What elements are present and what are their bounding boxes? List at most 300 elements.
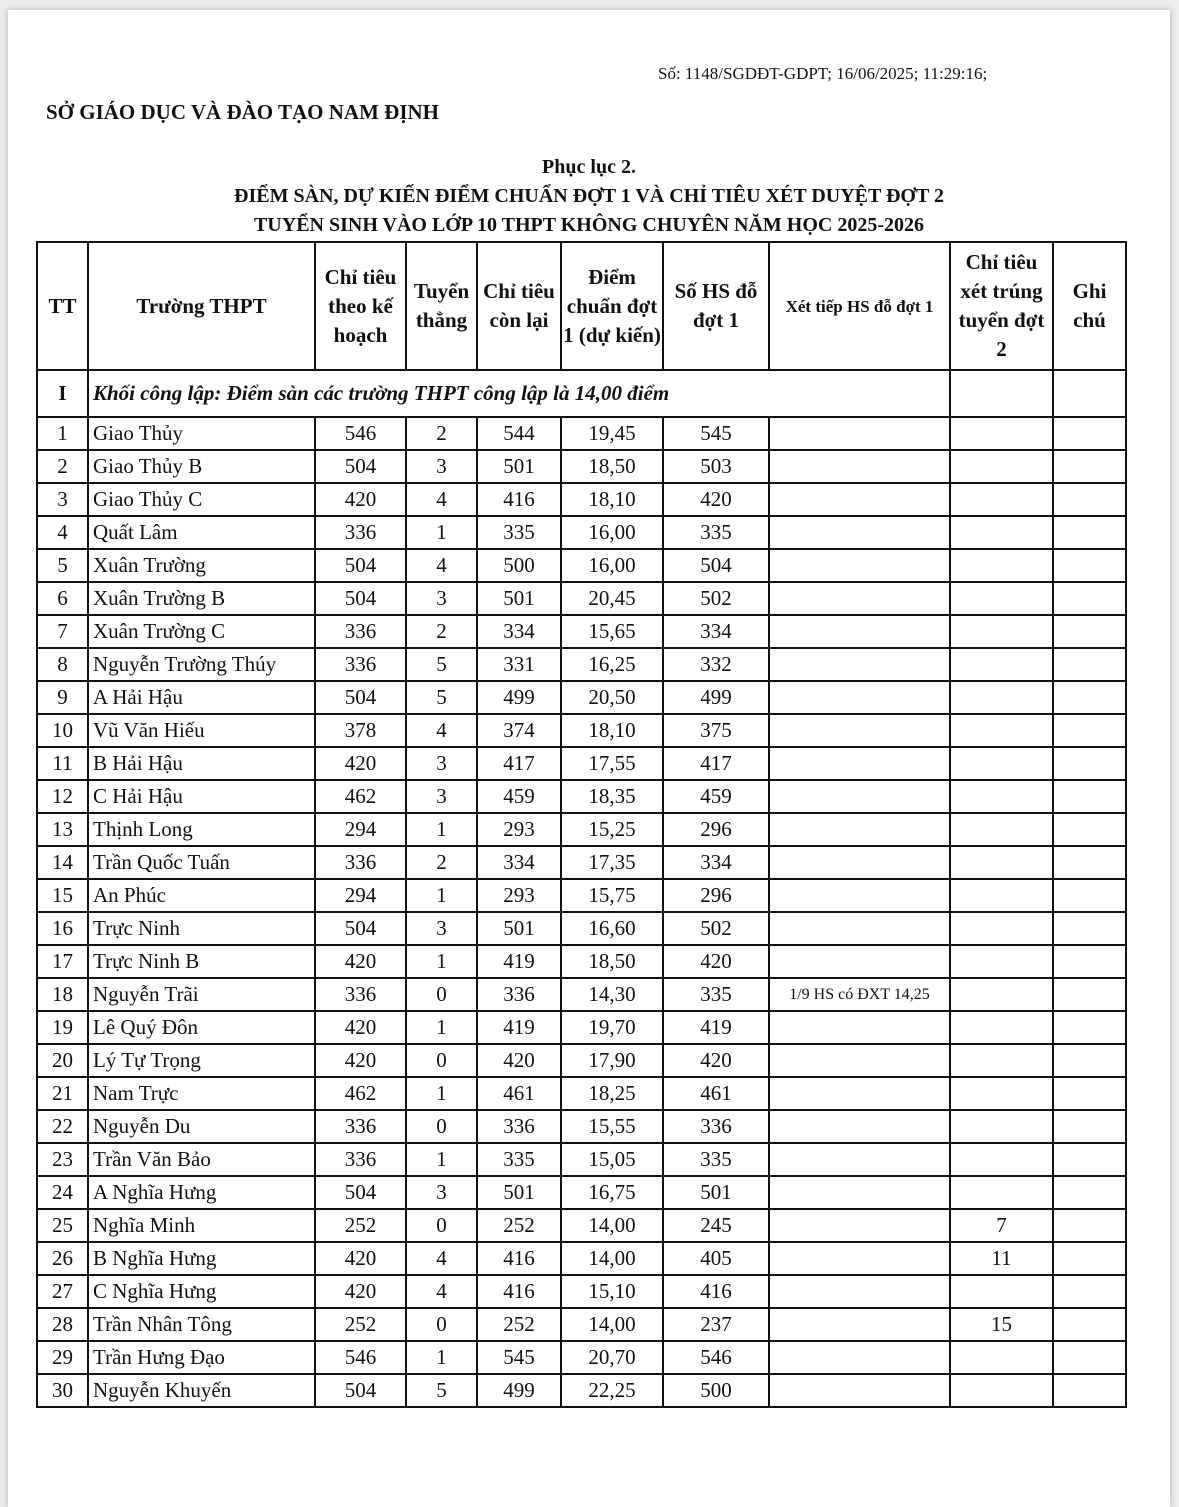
passed-count-cell: 461 — [663, 1077, 769, 1110]
header-continue: Xét tiếp HS đỗ đợt 1 — [769, 242, 950, 370]
quota-plan-cell: 546 — [315, 417, 406, 450]
round2-quota-cell — [950, 1110, 1053, 1143]
school-name-cell: Thịnh Long — [88, 813, 315, 846]
remaining-quota-cell: 334 — [477, 615, 561, 648]
row-number-cell: 17 — [37, 945, 88, 978]
row-number-cell: 13 — [37, 813, 88, 846]
row-number-cell: 3 — [37, 483, 88, 516]
cutoff-score-cell: 14,00 — [561, 1209, 663, 1242]
remaining-quota-cell: 331 — [477, 648, 561, 681]
passed-count-cell: 335 — [663, 1143, 769, 1176]
direct-admission-cell: 2 — [406, 615, 477, 648]
remaining-quota-cell: 419 — [477, 945, 561, 978]
table-row — [37, 1110, 1126, 1143]
round2-quota-cell — [950, 1044, 1053, 1077]
appendix-label: Phục lục 2. — [542, 156, 636, 178]
passed-count-cell: 420 — [663, 945, 769, 978]
continue-review-cell — [769, 714, 950, 747]
quota-plan-cell: 420 — [315, 1044, 406, 1077]
round2-quota-cell — [950, 780, 1053, 813]
header-tt: TT — [37, 242, 88, 370]
row-number-cell: 9 — [37, 681, 88, 714]
continue-review-cell — [769, 846, 950, 879]
continue-review-cell — [769, 879, 950, 912]
cutoff-score-cell: 20,50 — [561, 681, 663, 714]
continue-review-cell — [769, 747, 950, 780]
cutoff-score-cell: 20,70 — [561, 1341, 663, 1374]
continue-review-cell — [769, 1275, 950, 1308]
round2-quota-cell — [950, 813, 1053, 846]
direct-admission-cell: 1 — [406, 1143, 477, 1176]
continue-review-cell — [769, 450, 950, 483]
round2-quota-cell: 7 — [950, 1209, 1053, 1242]
direct-admission-cell: 1 — [406, 1011, 477, 1044]
note-cell — [1053, 945, 1126, 978]
note-cell — [1053, 1143, 1126, 1176]
passed-count-cell: 546 — [663, 1341, 769, 1374]
school-name-cell: Nguyễn Du — [88, 1110, 315, 1143]
header-note: Ghi chú — [1053, 242, 1126, 370]
school-name-cell: C Hải Hậu — [88, 780, 315, 813]
cutoff-score-cell: 16,00 — [561, 516, 663, 549]
round2-quota-cell — [950, 1176, 1053, 1209]
row-number-cell: 21 — [37, 1077, 88, 1110]
round2-quota-cell — [950, 648, 1053, 681]
school-name-cell: A Nghĩa Hưng — [88, 1176, 315, 1209]
remaining-quota-cell: 501 — [477, 912, 561, 945]
passed-count-cell: 405 — [663, 1242, 769, 1275]
table-row — [37, 1341, 1126, 1374]
remaining-quota-cell: 252 — [477, 1209, 561, 1242]
continue-review-cell — [769, 648, 950, 681]
note-cell — [1053, 978, 1126, 1011]
table-row — [37, 747, 1126, 780]
direct-admission-cell: 1 — [406, 1341, 477, 1374]
direct-admission-cell: 2 — [406, 417, 477, 450]
admission-table — [36, 241, 1127, 1408]
direct-admission-cell: 4 — [406, 1275, 477, 1308]
passed-count-cell: 459 — [663, 780, 769, 813]
quota-plan-cell: 336 — [315, 516, 406, 549]
table-row — [37, 549, 1126, 582]
row-number-cell: 15 — [37, 879, 88, 912]
direct-admission-cell: 1 — [406, 813, 477, 846]
table-row — [37, 1275, 1126, 1308]
note-cell — [1053, 615, 1126, 648]
row-number-cell: 7 — [37, 615, 88, 648]
direct-admission-cell: 0 — [406, 1110, 477, 1143]
school-name-cell: C Nghĩa Hưng — [88, 1275, 315, 1308]
cutoff-score-cell: 16,75 — [561, 1176, 663, 1209]
header-remaining: Chỉ tiêu còn lại — [477, 242, 561, 370]
note-cell — [1053, 516, 1126, 549]
passed-count-cell: 332 — [663, 648, 769, 681]
header-school: Trường THPT — [88, 242, 315, 370]
cutoff-score-cell: 18,50 — [561, 945, 663, 978]
cutoff-score-cell: 16,25 — [561, 648, 663, 681]
header-round2: Chỉ tiêu xét trúng tuyển đợt 2 — [950, 242, 1053, 370]
continue-review-cell — [769, 912, 950, 945]
continue-review-cell — [769, 1176, 950, 1209]
agency-name: SỞ GIÁO DỤC VÀ ĐÀO TẠO NAM ĐỊNH — [46, 100, 440, 124]
continue-review-cell — [769, 516, 950, 549]
section-title: Khối công lập: Điểm sàn các trường THPT công lập là 14,00 điểm — [88, 370, 950, 417]
header-quota-plan: Chỉ tiêu theo kế hoạch — [315, 242, 406, 370]
cutoff-score-cell: 14,00 — [561, 1308, 663, 1341]
quota-plan-cell: 378 — [315, 714, 406, 747]
direct-admission-cell: 3 — [406, 912, 477, 945]
note-cell — [1053, 1341, 1126, 1374]
table-row — [37, 417, 1126, 450]
note-cell — [1053, 450, 1126, 483]
direct-admission-cell: 1 — [406, 945, 477, 978]
note-cell — [1053, 582, 1126, 615]
table-header-row — [37, 242, 1126, 370]
cutoff-score-cell: 19,45 — [561, 417, 663, 450]
continue-review-cell — [769, 1242, 950, 1275]
continue-review-cell — [769, 483, 950, 516]
note-cell — [1053, 417, 1126, 450]
note-cell — [1053, 1176, 1126, 1209]
table-row — [37, 1011, 1126, 1044]
round2-quota-cell — [950, 417, 1053, 450]
continue-review-cell — [769, 1143, 950, 1176]
cutoff-score-cell: 17,55 — [561, 747, 663, 780]
row-number-cell: 8 — [37, 648, 88, 681]
quota-plan-cell: 504 — [315, 681, 406, 714]
row-number-cell: 19 — [37, 1011, 88, 1044]
quota-plan-cell: 504 — [315, 582, 406, 615]
school-name-cell: Quất Lâm — [88, 516, 315, 549]
school-name-cell: Xuân Trường B — [88, 582, 315, 615]
note-cell — [1053, 1110, 1126, 1143]
passed-count-cell: 420 — [663, 483, 769, 516]
cutoff-score-cell: 20,45 — [561, 582, 663, 615]
passed-count-cell: 416 — [663, 1275, 769, 1308]
row-number-cell: 5 — [37, 549, 88, 582]
continue-review-cell — [769, 1341, 950, 1374]
passed-count-cell: 499 — [663, 681, 769, 714]
quota-plan-cell: 336 — [315, 1110, 406, 1143]
remaining-quota-cell: 461 — [477, 1077, 561, 1110]
header-direct: Tuyển thẳng — [406, 242, 477, 370]
round2-quota-cell: 15 — [950, 1308, 1053, 1341]
school-name-cell: Giao Thủy — [88, 417, 315, 450]
quota-plan-cell: 420 — [315, 945, 406, 978]
continue-review-cell — [769, 1110, 950, 1143]
cutoff-score-cell: 16,60 — [561, 912, 663, 945]
direct-admission-cell: 4 — [406, 549, 477, 582]
row-number-cell: 16 — [37, 912, 88, 945]
passed-count-cell: 375 — [663, 714, 769, 747]
table-row — [37, 681, 1126, 714]
continue-review-cell — [769, 1209, 950, 1242]
table-row — [37, 879, 1126, 912]
school-name-cell: Nghĩa Minh — [88, 1209, 315, 1242]
passed-count-cell: 501 — [663, 1176, 769, 1209]
quota-plan-cell: 504 — [315, 1176, 406, 1209]
quota-plan-cell: 336 — [315, 615, 406, 648]
school-name-cell: Xuân Trường C — [88, 615, 315, 648]
table-row — [37, 714, 1126, 747]
quota-plan-cell: 420 — [315, 747, 406, 780]
cutoff-score-cell: 19,70 — [561, 1011, 663, 1044]
direct-admission-cell: 4 — [406, 1242, 477, 1275]
school-name-cell: Nguyễn Khuyến — [88, 1374, 315, 1407]
quota-plan-cell: 462 — [315, 1077, 406, 1110]
table-row — [37, 1209, 1126, 1242]
direct-admission-cell: 1 — [406, 879, 477, 912]
direct-admission-cell: 5 — [406, 1374, 477, 1407]
direct-admission-cell: 3 — [406, 582, 477, 615]
cutoff-score-cell: 18,10 — [561, 714, 663, 747]
direct-admission-cell: 0 — [406, 978, 477, 1011]
direct-admission-cell: 3 — [406, 780, 477, 813]
row-number-cell: 12 — [37, 780, 88, 813]
table-row — [37, 780, 1126, 813]
direct-admission-cell: 0 — [406, 1209, 477, 1242]
row-number-cell: 6 — [37, 582, 88, 615]
remaining-quota-cell: 544 — [477, 417, 561, 450]
school-name-cell: Trần Quốc Tuấn — [88, 846, 315, 879]
passed-count-cell: 334 — [663, 846, 769, 879]
row-number-cell: 10 — [37, 714, 88, 747]
passed-count-cell: 500 — [663, 1374, 769, 1407]
cutoff-score-cell: 17,35 — [561, 846, 663, 879]
passed-count-cell: 502 — [663, 582, 769, 615]
round2-quota-cell — [950, 1275, 1053, 1308]
passed-count-cell: 336 — [663, 1110, 769, 1143]
cutoff-score-cell: 15,10 — [561, 1275, 663, 1308]
round2-quota-cell: 11 — [950, 1242, 1053, 1275]
row-number-cell: 25 — [37, 1209, 88, 1242]
cutoff-score-cell: 18,35 — [561, 780, 663, 813]
remaining-quota-cell: 500 — [477, 549, 561, 582]
continue-review-cell — [769, 615, 950, 648]
table-row — [37, 582, 1126, 615]
school-name-cell: B Nghĩa Hưng — [88, 1242, 315, 1275]
row-number-cell: 14 — [37, 846, 88, 879]
passed-count-cell: 245 — [663, 1209, 769, 1242]
header-passed: Số HS đỗ đợt 1 — [663, 242, 769, 370]
round2-quota-cell — [950, 582, 1053, 615]
section-row — [37, 370, 1126, 417]
round2-quota-cell — [950, 879, 1053, 912]
direct-admission-cell: 1 — [406, 516, 477, 549]
direct-admission-cell: 5 — [406, 681, 477, 714]
passed-count-cell: 335 — [663, 516, 769, 549]
cutoff-score-cell: 15,55 — [561, 1110, 663, 1143]
row-number-cell: 4 — [37, 516, 88, 549]
passed-count-cell: 504 — [663, 549, 769, 582]
remaining-quota-cell: 293 — [477, 813, 561, 846]
note-cell — [1053, 1044, 1126, 1077]
section-number: I — [37, 370, 88, 417]
remaining-quota-cell: 335 — [477, 516, 561, 549]
school-name-cell: Lý Tự Trọng — [88, 1044, 315, 1077]
continue-review-cell: 1/9 HS có ĐXT 14,25 — [769, 978, 950, 1011]
continue-review-cell — [769, 582, 950, 615]
direct-admission-cell: 4 — [406, 714, 477, 747]
note-cell — [1053, 1242, 1126, 1275]
quota-plan-cell: 252 — [315, 1308, 406, 1341]
cutoff-score-cell: 15,25 — [561, 813, 663, 846]
note-cell — [1053, 780, 1126, 813]
row-number-cell: 11 — [37, 747, 88, 780]
row-number-cell: 1 — [37, 417, 88, 450]
round2-quota-cell — [950, 549, 1053, 582]
remaining-quota-cell: 334 — [477, 846, 561, 879]
continue-review-cell — [769, 1077, 950, 1110]
round2-quota-cell — [950, 615, 1053, 648]
direct-admission-cell: 5 — [406, 648, 477, 681]
note-cell — [1053, 813, 1126, 846]
continue-review-cell — [769, 549, 950, 582]
school-name-cell: Nam Trực — [88, 1077, 315, 1110]
direct-admission-cell: 3 — [406, 450, 477, 483]
remaining-quota-cell: 501 — [477, 582, 561, 615]
remaining-quota-cell: 499 — [477, 681, 561, 714]
note-cell — [1053, 1275, 1126, 1308]
cutoff-score-cell: 14,30 — [561, 978, 663, 1011]
table-row — [37, 648, 1126, 681]
note-cell — [1053, 1209, 1126, 1242]
quota-plan-cell: 294 — [315, 813, 406, 846]
remaining-quota-cell: 459 — [477, 780, 561, 813]
school-name-cell: Trực Ninh B — [88, 945, 315, 978]
round2-quota-cell — [950, 516, 1053, 549]
cutoff-score-cell: 14,00 — [561, 1242, 663, 1275]
row-number-cell: 28 — [37, 1308, 88, 1341]
passed-count-cell: 420 — [663, 1044, 769, 1077]
table-row — [37, 1374, 1126, 1407]
cutoff-score-cell: 15,05 — [561, 1143, 663, 1176]
quota-plan-cell: 420 — [315, 1242, 406, 1275]
round2-quota-cell — [950, 681, 1053, 714]
cutoff-score-cell: 18,10 — [561, 483, 663, 516]
note-cell — [1053, 747, 1126, 780]
round2-quota-cell — [950, 978, 1053, 1011]
direct-admission-cell: 2 — [406, 846, 477, 879]
remaining-quota-cell: 374 — [477, 714, 561, 747]
remaining-quota-cell: 335 — [477, 1143, 561, 1176]
school-name-cell: Trần Hưng Đạo — [88, 1341, 315, 1374]
quota-plan-cell: 336 — [315, 978, 406, 1011]
quota-plan-cell: 336 — [315, 846, 406, 879]
direct-admission-cell: 0 — [406, 1308, 477, 1341]
row-number-cell: 24 — [37, 1176, 88, 1209]
round2-quota-cell — [950, 450, 1053, 483]
table-row — [37, 1242, 1126, 1275]
row-number-cell: 27 — [37, 1275, 88, 1308]
remaining-quota-cell: 501 — [477, 450, 561, 483]
table-row — [37, 978, 1126, 1011]
note-cell — [1053, 681, 1126, 714]
quota-plan-cell: 420 — [315, 483, 406, 516]
passed-count-cell: 296 — [663, 813, 769, 846]
table-row — [37, 450, 1126, 483]
note-cell — [1053, 1011, 1126, 1044]
direct-admission-cell: 1 — [406, 1077, 477, 1110]
table-row — [37, 1044, 1126, 1077]
table-row — [37, 1077, 1126, 1110]
quota-plan-cell: 252 — [315, 1209, 406, 1242]
note-cell — [1053, 483, 1126, 516]
remaining-quota-cell: 336 — [477, 978, 561, 1011]
school-name-cell: B Hải Hậu — [88, 747, 315, 780]
cutoff-score-cell: 22,25 — [561, 1374, 663, 1407]
row-number-cell: 20 — [37, 1044, 88, 1077]
remaining-quota-cell: 419 — [477, 1011, 561, 1044]
continue-review-cell — [769, 780, 950, 813]
quota-plan-cell: 420 — [315, 1275, 406, 1308]
remaining-quota-cell: 420 — [477, 1044, 561, 1077]
round2-quota-cell — [950, 846, 1053, 879]
school-name-cell: Lê Quý Đôn — [88, 1011, 315, 1044]
note-cell — [1053, 1308, 1126, 1341]
title-line-1: ĐIỂM SÀN, DỰ KIẾN ĐIỂM CHUẨN ĐỢT 1 VÀ CHỈ TIÊU XÉT DUYỆT ĐỢT 2 — [234, 185, 944, 207]
remaining-quota-cell: 499 — [477, 1374, 561, 1407]
school-name-cell: Trần Văn Bảo — [88, 1143, 315, 1176]
quota-plan-cell: 336 — [315, 1143, 406, 1176]
title-line-2: TUYỂN SINH VÀO LỚP 10 THPT KHÔNG CHUYÊN NĂM HỌC 2025-2026 — [253, 214, 925, 236]
round2-quota-cell — [950, 1077, 1053, 1110]
school-name-cell: Nguyễn Trường Thúy — [88, 648, 315, 681]
remaining-quota-cell: 416 — [477, 1275, 561, 1308]
table-row — [37, 615, 1126, 648]
direct-admission-cell: 0 — [406, 1044, 477, 1077]
row-number-cell: 18 — [37, 978, 88, 1011]
school-name-cell: An Phúc — [88, 879, 315, 912]
cutoff-score-cell: 15,65 — [561, 615, 663, 648]
note-cell — [1053, 846, 1126, 879]
remaining-quota-cell: 336 — [477, 1110, 561, 1143]
note-cell — [1053, 1374, 1126, 1407]
school-name-cell: Trần Nhân Tông — [88, 1308, 315, 1341]
round2-quota-cell — [950, 714, 1053, 747]
passed-count-cell: 335 — [663, 978, 769, 1011]
note-cell — [1053, 549, 1126, 582]
quota-plan-cell: 546 — [315, 1341, 406, 1374]
cutoff-score-cell: 17,90 — [561, 1044, 663, 1077]
remaining-quota-cell: 252 — [477, 1308, 561, 1341]
note-cell — [1053, 1077, 1126, 1110]
section-empty-cell — [950, 370, 1053, 417]
row-number-cell: 23 — [37, 1143, 88, 1176]
direct-admission-cell: 3 — [406, 747, 477, 780]
continue-review-cell — [769, 417, 950, 450]
quota-plan-cell: 504 — [315, 912, 406, 945]
remaining-quota-cell: 416 — [477, 483, 561, 516]
quota-plan-cell: 420 — [315, 1011, 406, 1044]
table-row — [37, 1143, 1126, 1176]
row-number-cell: 26 — [37, 1242, 88, 1275]
continue-review-cell — [769, 1374, 950, 1407]
passed-count-cell: 237 — [663, 1308, 769, 1341]
school-name-cell: Vũ Văn Hiếu — [88, 714, 315, 747]
quota-plan-cell: 294 — [315, 879, 406, 912]
quota-plan-cell: 336 — [315, 648, 406, 681]
cutoff-score-cell: 18,25 — [561, 1077, 663, 1110]
direct-admission-cell: 4 — [406, 483, 477, 516]
continue-review-cell — [769, 1011, 950, 1044]
passed-count-cell: 503 — [663, 450, 769, 483]
cutoff-score-cell: 18,50 — [561, 450, 663, 483]
passed-count-cell: 545 — [663, 417, 769, 450]
round2-quota-cell — [950, 1011, 1053, 1044]
passed-count-cell: 334 — [663, 615, 769, 648]
table-row — [37, 516, 1126, 549]
